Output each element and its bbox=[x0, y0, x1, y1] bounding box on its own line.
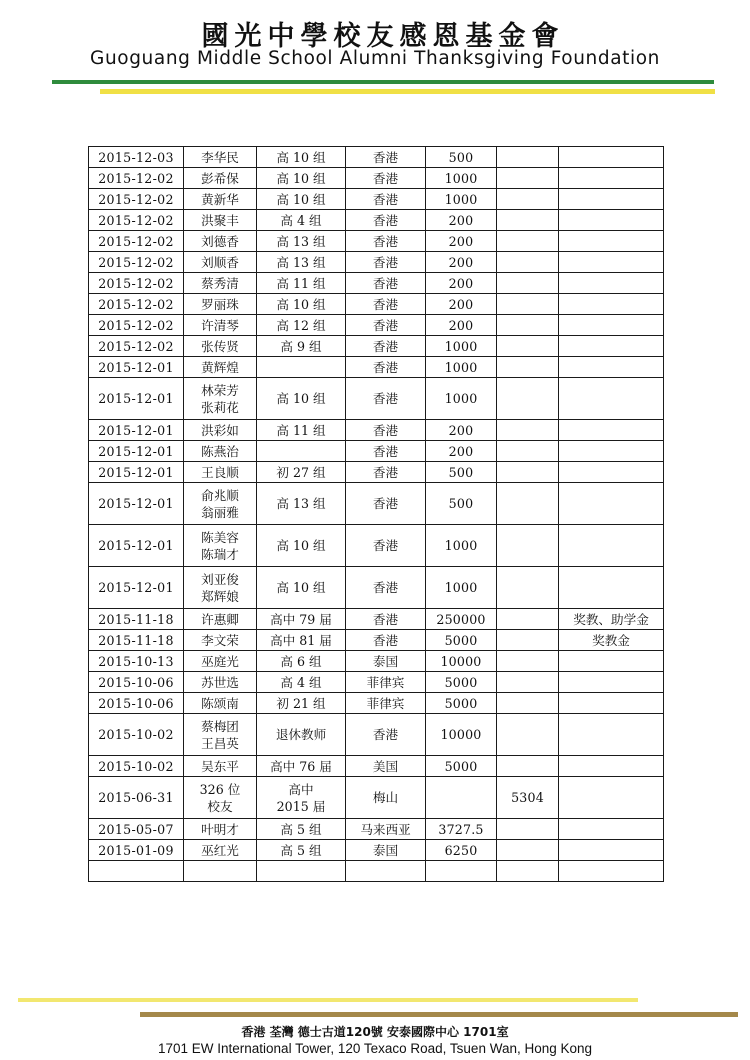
donation-purpose bbox=[559, 378, 664, 420]
donor-location: 香港 bbox=[346, 315, 426, 336]
donor-class: 高 10 组 bbox=[257, 189, 346, 210]
donation-amount: 250000 bbox=[426, 609, 497, 630]
donation-amount: 1000 bbox=[426, 189, 497, 210]
other-amount bbox=[497, 483, 559, 525]
donor-name: 吴东平 bbox=[184, 756, 257, 777]
donor-name: 蔡梅团 王昌英 bbox=[184, 714, 257, 756]
donor-location: 泰国 bbox=[346, 651, 426, 672]
donation-amount: 200 bbox=[426, 231, 497, 252]
donation-amount: 200 bbox=[426, 441, 497, 462]
letterhead-title-cn: 國光中學校友感恩基金會 bbox=[201, 21, 565, 52]
donor-location: 美国 bbox=[346, 756, 426, 777]
other-amount bbox=[497, 609, 559, 630]
donation-amount: 1000 bbox=[426, 168, 497, 189]
donation-date bbox=[89, 861, 184, 882]
donor-location: 香港 bbox=[346, 441, 426, 462]
donation-purpose bbox=[559, 756, 664, 777]
donor-name: 许惠卿 bbox=[184, 609, 257, 630]
donor-location: 香港 bbox=[346, 357, 426, 378]
other-amount bbox=[497, 315, 559, 336]
donation-date: 2015-12-01 bbox=[89, 462, 184, 483]
donor-class: 高 13 组 bbox=[257, 483, 346, 525]
donor-location: 香港 bbox=[346, 714, 426, 756]
donor-class: 高 9 组 bbox=[257, 336, 346, 357]
other-amount bbox=[497, 441, 559, 462]
table-row bbox=[89, 147, 664, 168]
donor-location: 香港 bbox=[346, 462, 426, 483]
donation-date: 2015-10-13 bbox=[89, 651, 184, 672]
donation-date: 2015-12-02 bbox=[89, 210, 184, 231]
donation-purpose bbox=[559, 252, 664, 273]
donation-purpose: 奖教金 bbox=[559, 630, 664, 651]
donor-location: 香港 bbox=[346, 483, 426, 525]
donor-name: 苏世选 bbox=[184, 672, 257, 693]
donor-class: 退休教师 bbox=[257, 714, 346, 756]
donation-date: 2015-12-01 bbox=[89, 483, 184, 525]
other-amount bbox=[497, 525, 559, 567]
donation-amount: 6250 bbox=[426, 840, 497, 861]
other-amount bbox=[497, 840, 559, 861]
footer-address-cn: 香港 荃灣 德士古道120號 安泰國際中心 1701室 bbox=[241, 1025, 509, 1039]
donation-purpose bbox=[559, 315, 664, 336]
donor-location: 香港 bbox=[346, 525, 426, 567]
donor-name: 巫红光 bbox=[184, 840, 257, 861]
donation-purpose bbox=[559, 861, 664, 882]
donation-purpose bbox=[559, 651, 664, 672]
donor-name: 李华民 bbox=[184, 147, 257, 168]
footer-address-en: 1701 EW International Tower, 120 Texaco Road, Tsuen Wan, Hong Kong bbox=[157, 1041, 593, 1056]
donor-class: 高 11 组 bbox=[257, 273, 346, 294]
donor-class: 高中 76 届 bbox=[257, 756, 346, 777]
donor-location: 香港 bbox=[346, 147, 426, 168]
donor-name: 黄辉煌 bbox=[184, 357, 257, 378]
donation-date: 2015-12-01 bbox=[89, 420, 184, 441]
donation-date: 2015-10-02 bbox=[89, 714, 184, 756]
donor-class: 初 21 组 bbox=[257, 693, 346, 714]
donor-name: 陈燕治 bbox=[184, 441, 257, 462]
donation-amount: 5000 bbox=[426, 672, 497, 693]
donor-location: 菲律宾 bbox=[346, 693, 426, 714]
donation-date: 2015-01-09 bbox=[89, 840, 184, 861]
other-amount bbox=[497, 336, 559, 357]
donor-name: 326 位 校友 bbox=[184, 777, 257, 819]
donation-date: 2015-10-06 bbox=[89, 672, 184, 693]
table-row bbox=[89, 420, 664, 441]
donor-class bbox=[257, 861, 346, 882]
donation-amount: 200 bbox=[426, 315, 497, 336]
header-green-rule bbox=[52, 80, 714, 84]
donor-name: 黄新华 bbox=[184, 189, 257, 210]
other-amount bbox=[497, 462, 559, 483]
other-amount bbox=[497, 168, 559, 189]
donation-purpose bbox=[559, 525, 664, 567]
donor-name: 陈颂南 bbox=[184, 693, 257, 714]
donation-purpose bbox=[559, 210, 664, 231]
donor-name: 蔡秀清 bbox=[184, 273, 257, 294]
donor-name: 刘顺香 bbox=[184, 252, 257, 273]
donation-amount: 200 bbox=[426, 420, 497, 441]
table-row bbox=[89, 462, 664, 483]
donor-name: 李文荣 bbox=[184, 630, 257, 651]
donation-purpose bbox=[559, 819, 664, 840]
donation-amount: 10000 bbox=[426, 651, 497, 672]
table-row bbox=[89, 567, 664, 609]
donation-table-body bbox=[89, 147, 664, 882]
table-row bbox=[89, 525, 664, 567]
donation-amount: 1000 bbox=[426, 525, 497, 567]
donor-location: 香港 bbox=[346, 168, 426, 189]
donor-location: 香港 bbox=[346, 252, 426, 273]
donation-purpose: 奖教、助学金 bbox=[559, 609, 664, 630]
donor-location: 香港 bbox=[346, 210, 426, 231]
donor-name: 林荣芳 张莉花 bbox=[184, 378, 257, 420]
table-row bbox=[89, 378, 664, 420]
other-amount bbox=[497, 189, 559, 210]
donation-date: 2015-10-06 bbox=[89, 693, 184, 714]
donor-location: 香港 bbox=[346, 336, 426, 357]
donor-name: 巫庭光 bbox=[184, 651, 257, 672]
table-row bbox=[89, 861, 664, 882]
donation-amount: 200 bbox=[426, 273, 497, 294]
donation-amount: 500 bbox=[426, 483, 497, 525]
table-row bbox=[89, 315, 664, 336]
donor-name: 俞兆顺 翁丽雅 bbox=[184, 483, 257, 525]
other-amount bbox=[497, 756, 559, 777]
donation-purpose bbox=[559, 672, 664, 693]
other-amount bbox=[497, 294, 559, 315]
table-row bbox=[89, 273, 664, 294]
donor-location: 马来西亚 bbox=[346, 819, 426, 840]
table-row bbox=[89, 168, 664, 189]
donation-purpose bbox=[559, 777, 664, 819]
donor-name: 许清琴 bbox=[184, 315, 257, 336]
donation-purpose bbox=[559, 357, 664, 378]
donation-purpose bbox=[559, 462, 664, 483]
donor-class: 高 4 组 bbox=[257, 672, 346, 693]
donation-amount: 10000 bbox=[426, 714, 497, 756]
donor-class: 高中 79 届 bbox=[257, 609, 346, 630]
donor-class: 高 10 组 bbox=[257, 147, 346, 168]
table-row bbox=[89, 609, 664, 630]
donor-class: 高 11 组 bbox=[257, 420, 346, 441]
table-row bbox=[89, 252, 664, 273]
other-amount bbox=[497, 861, 559, 882]
table-row bbox=[89, 714, 664, 756]
donor-class: 高 12 组 bbox=[257, 315, 346, 336]
donation-purpose bbox=[559, 693, 664, 714]
donor-location: 香港 bbox=[346, 231, 426, 252]
table-row bbox=[89, 672, 664, 693]
donor-location: 泰国 bbox=[346, 840, 426, 861]
donation-amount: 5000 bbox=[426, 756, 497, 777]
table-row bbox=[89, 294, 664, 315]
table-row bbox=[89, 336, 664, 357]
other-amount bbox=[497, 630, 559, 651]
donor-class: 高 10 组 bbox=[257, 378, 346, 420]
donation-date: 2015-11-18 bbox=[89, 609, 184, 630]
table-row bbox=[89, 441, 664, 462]
donor-name: 洪彩如 bbox=[184, 420, 257, 441]
other-amount bbox=[497, 147, 559, 168]
donor-class: 高 10 组 bbox=[257, 567, 346, 609]
donor-class bbox=[257, 441, 346, 462]
donation-table bbox=[88, 146, 664, 882]
donation-purpose bbox=[559, 336, 664, 357]
other-amount bbox=[497, 357, 559, 378]
other-amount bbox=[497, 273, 559, 294]
donation-date: 2015-12-02 bbox=[89, 336, 184, 357]
footer-brown-rule bbox=[140, 1012, 738, 1017]
donation-date: 2015-05-07 bbox=[89, 819, 184, 840]
donation-amount bbox=[426, 861, 497, 882]
donation-amount: 5000 bbox=[426, 693, 497, 714]
other-amount bbox=[497, 210, 559, 231]
donation-date: 2015-12-02 bbox=[89, 273, 184, 294]
table-row bbox=[89, 651, 664, 672]
other-amount bbox=[497, 672, 559, 693]
table-row bbox=[89, 210, 664, 231]
donor-name: 陈美容 陈瑞才 bbox=[184, 525, 257, 567]
donation-amount: 200 bbox=[426, 252, 497, 273]
other-amount bbox=[497, 819, 559, 840]
donation-purpose bbox=[559, 567, 664, 609]
other-amount bbox=[497, 378, 559, 420]
donor-class: 高中 2015 届 bbox=[257, 777, 346, 819]
donation-amount: 500 bbox=[426, 147, 497, 168]
other-amount: 5304 bbox=[497, 777, 559, 819]
table-row bbox=[89, 777, 664, 819]
donation-date: 2015-12-02 bbox=[89, 168, 184, 189]
table-row bbox=[89, 756, 664, 777]
donation-amount: 500 bbox=[426, 462, 497, 483]
donation-date: 2015-10-02 bbox=[89, 756, 184, 777]
header-yellow-rule bbox=[100, 89, 715, 94]
table-row bbox=[89, 693, 664, 714]
donation-purpose bbox=[559, 273, 664, 294]
other-amount bbox=[497, 252, 559, 273]
donation-amount: 1000 bbox=[426, 336, 497, 357]
donor-class: 高 10 组 bbox=[257, 525, 346, 567]
donor-class: 高 5 组 bbox=[257, 819, 346, 840]
donor-name: 洪聚丰 bbox=[184, 210, 257, 231]
donation-purpose bbox=[559, 840, 664, 861]
donation-purpose bbox=[559, 147, 664, 168]
table-row bbox=[89, 630, 664, 651]
donor-name bbox=[184, 861, 257, 882]
donor-location: 香港 bbox=[346, 378, 426, 420]
letterhead-title-en: Guoguang Middle School Alumni Thanksgiving Foundation bbox=[90, 48, 660, 69]
donor-class: 高 13 组 bbox=[257, 252, 346, 273]
donation-purpose bbox=[559, 441, 664, 462]
table-row bbox=[89, 231, 664, 252]
table-row bbox=[89, 483, 664, 525]
donor-location: 梅山 bbox=[346, 777, 426, 819]
donation-amount: 200 bbox=[426, 210, 497, 231]
donor-name: 张传贤 bbox=[184, 336, 257, 357]
footer-yellow-rule bbox=[18, 998, 638, 1002]
donation-purpose bbox=[559, 189, 664, 210]
donor-location: 香港 bbox=[346, 420, 426, 441]
donation-amount: 200 bbox=[426, 294, 497, 315]
other-amount bbox=[497, 693, 559, 714]
donation-date: 2015-12-02 bbox=[89, 315, 184, 336]
donor-location: 香港 bbox=[346, 189, 426, 210]
donation-date: 2015-06-31 bbox=[89, 777, 184, 819]
donor-location: 菲律宾 bbox=[346, 672, 426, 693]
donation-date: 2015-12-01 bbox=[89, 441, 184, 462]
donor-location: 香港 bbox=[346, 609, 426, 630]
donor-name: 彭希保 bbox=[184, 168, 257, 189]
donor-name: 刘亚俊 郑辉娘 bbox=[184, 567, 257, 609]
donation-purpose bbox=[559, 420, 664, 441]
donation-amount: 1000 bbox=[426, 357, 497, 378]
donor-location: 香港 bbox=[346, 273, 426, 294]
donor-class: 高 10 组 bbox=[257, 294, 346, 315]
donation-date: 2015-12-02 bbox=[89, 252, 184, 273]
donor-class: 高 10 组 bbox=[257, 168, 346, 189]
donor-class: 高 13 组 bbox=[257, 231, 346, 252]
donor-class: 高中 81 届 bbox=[257, 630, 346, 651]
donor-class: 高 4 组 bbox=[257, 210, 346, 231]
table-row bbox=[89, 819, 664, 840]
other-amount bbox=[497, 714, 559, 756]
donation-amount: 1000 bbox=[426, 567, 497, 609]
donation-purpose bbox=[559, 483, 664, 525]
donor-name: 刘德香 bbox=[184, 231, 257, 252]
donor-location: 香港 bbox=[346, 567, 426, 609]
donor-class: 高 5 组 bbox=[257, 840, 346, 861]
donor-name: 罗丽珠 bbox=[184, 294, 257, 315]
donation-amount bbox=[426, 777, 497, 819]
donation-date: 2015-12-02 bbox=[89, 231, 184, 252]
donation-purpose bbox=[559, 231, 664, 252]
other-amount bbox=[497, 420, 559, 441]
donor-name: 叶明才 bbox=[184, 819, 257, 840]
donor-name: 王良顺 bbox=[184, 462, 257, 483]
donation-amount: 5000 bbox=[426, 630, 497, 651]
other-amount bbox=[497, 231, 559, 252]
other-amount bbox=[497, 567, 559, 609]
donor-location: 香港 bbox=[346, 630, 426, 651]
donation-purpose bbox=[559, 294, 664, 315]
donation-date: 2015-11-18 bbox=[89, 630, 184, 651]
table-row bbox=[89, 357, 664, 378]
other-amount bbox=[497, 651, 559, 672]
donation-purpose bbox=[559, 714, 664, 756]
donation-purpose bbox=[559, 168, 664, 189]
donor-class: 初 27 组 bbox=[257, 462, 346, 483]
donor-class: 高 6 组 bbox=[257, 651, 346, 672]
donation-date: 2015-12-02 bbox=[89, 189, 184, 210]
donation-date: 2015-12-02 bbox=[89, 294, 184, 315]
donation-date: 2015-12-01 bbox=[89, 525, 184, 567]
donation-date: 2015-12-01 bbox=[89, 378, 184, 420]
table-row bbox=[89, 189, 664, 210]
donation-date: 2015-12-01 bbox=[89, 567, 184, 609]
donor-class bbox=[257, 357, 346, 378]
donor-location bbox=[346, 861, 426, 882]
donor-location: 香港 bbox=[346, 294, 426, 315]
donation-date: 2015-12-03 bbox=[89, 147, 184, 168]
donation-amount: 3727.5 bbox=[426, 819, 497, 840]
donation-amount: 1000 bbox=[426, 378, 497, 420]
table-row bbox=[89, 840, 664, 861]
donation-date: 2015-12-01 bbox=[89, 357, 184, 378]
